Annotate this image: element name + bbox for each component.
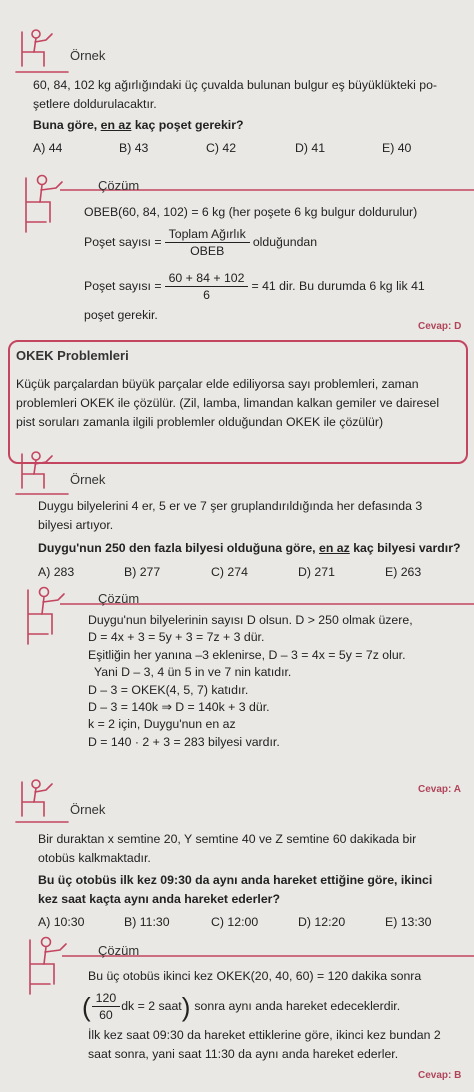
solution-line: D – 3 = 140k ⇒ D = 140k + 3 dür.	[88, 700, 270, 715]
example-question: Duygu'nun 250 den fazla bilyesi olduğuna göre, en az kaç bilyesi vardır?	[38, 541, 461, 555]
answer-key: Cevap: A	[418, 784, 461, 795]
example-label: Örnek	[70, 472, 106, 487]
solution-line: k = 2 için, Duygu'nun en az	[88, 717, 236, 732]
solution-line: Bu üç otobüs ikinci kez OKEK(20, 40, 60) = 120 dakika sonra	[88, 969, 422, 983]
example-question: Bu üç otobüs ilk kez 09:30 da aynı anda hareket ettiğine göre, ikinci kez saat kaçta aynı anda hareket ederler?	[38, 873, 433, 906]
student-icon	[16, 170, 80, 242]
option-d: D) 41	[295, 141, 326, 155]
solution-label: Çözüm	[98, 178, 140, 193]
example-text: Bir duraktan x semtine 20, Y semtine 40 ve Z semtine 60 dakikada bir otobüs kalkmaktadır.	[38, 832, 417, 865]
option-a: A) 44	[33, 141, 63, 155]
example-text: Duygu bilyelerini 4 er, 5 er ve 7 şer gruplandırıldığında her defasında 3 bilyesi artıyor.	[38, 499, 423, 532]
solution-body	[88, 612, 468, 751]
solution-line: D – 3 = OKEK(4, 5, 7) katıdır.	[88, 682, 249, 697]
option-c: C) 12:00	[211, 915, 259, 929]
answer-key: Cevap: B	[418, 1070, 462, 1081]
solution-text: İlk kez saat 09:30 da hareket ettiklerine göre, ikinci kez bundan 2 saat sonra, yani saat 11:30 da aynı anda hareket ederler.	[88, 1028, 441, 1061]
solution-line: poşet gerekir.	[84, 308, 158, 322]
solution-line: Eşitliğin her yanına –3 eklenirse, D – 3 = 4x = 5y = 7z olur.	[88, 647, 406, 662]
option-d: D) 271	[298, 565, 335, 579]
option-b: B) 43	[119, 141, 149, 155]
solution-label: Çözüm	[98, 943, 140, 958]
student-icon	[18, 582, 82, 654]
option-a: A) 10:30	[38, 915, 85, 929]
solution-line: Yani D – 3, 4 ün 5 in ve 7 nin katıdır.	[94, 665, 292, 680]
option-a: A) 283	[38, 565, 75, 579]
example-label: Örnek	[70, 802, 106, 817]
answer-key: Cevap: D	[418, 321, 462, 332]
solution-line: D = 140 · 2 + 3 = 283 bilyesi vardır.	[88, 734, 280, 749]
solution-line: OBEB(60, 84, 102) = 6 kg (her poşete 6 kg bulgur doldurulur)	[84, 205, 418, 219]
solution-line: Duygu'nun bilyelerinin sayısı D olsun. D > 250 olmak üzere,	[88, 613, 413, 627]
option-d: D) 12:20	[298, 915, 346, 929]
box-title: OKEK Problemleri	[16, 348, 129, 363]
example-text: 60, 84, 102 kg ağırlığındaki üç çuvalda bulunan bulgur eş büyüklükteki po- şetlere doldurulacaktır.	[33, 78, 438, 111]
option-b: B) 277	[124, 565, 161, 579]
option-e: E) 263	[385, 565, 422, 579]
option-c: C) 42	[206, 141, 237, 155]
option-e: E) 40	[382, 141, 412, 155]
student-icon	[14, 26, 70, 78]
option-e: E) 13:30	[385, 915, 432, 929]
solution-line: D = 4x + 3 = 5y + 3 = 7z + 3 dür.	[88, 630, 265, 645]
option-c: C) 274	[211, 565, 248, 579]
example-label: Örnek	[70, 48, 106, 63]
solution-formula: Poşet sayısı = $\frac{\text{Toplam Ağırlık}}{\text{OBEB}}$ olduğundan	[84, 227, 318, 258]
student-icon	[20, 932, 84, 1004]
example-question: Buna göre, en az kaç poşet gerekir?	[33, 118, 244, 132]
student-icon	[14, 448, 70, 500]
solution-label: Çözüm	[98, 591, 140, 606]
student-icon	[14, 776, 70, 828]
solution-formula: ( $\frac{120}{60}$ dk = 2 saat ) sonra aynı anda hareket edeceklerdir.	[82, 991, 401, 1022]
option-b: B) 11:30	[124, 915, 170, 929]
solution-formula: Poşet sayısı = $\frac{60 + 84 + 102}{6}$ = 41 dir. Bu durumda 6 kg lik 41	[84, 271, 425, 302]
box-text: Küçük parçalardan büyük parçalar elde ediliyorsa sayı problemleri, zaman problemleri OKEK ile çözülür. (Zil, lamba, limandan kalkan gemiler ve dairesel pist soruları zamanla ilgili problemler olduğundan OKEK ile çözülür)	[16, 377, 440, 429]
